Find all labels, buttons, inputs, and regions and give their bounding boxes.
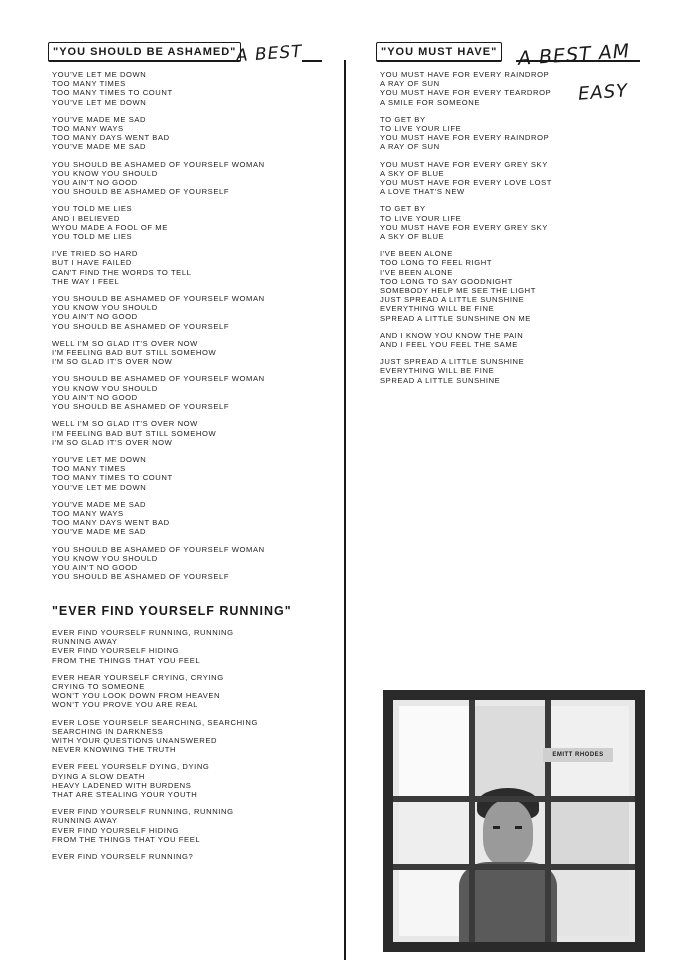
lyric-line: I'VE BEEN ALONE bbox=[380, 249, 453, 259]
lyric-line: TOO MANY DAYS WENT BAD bbox=[52, 518, 170, 528]
lyric-line: RUNNING AWAY bbox=[52, 816, 118, 826]
lyric-line: TOO MANY TIMES TO COUNT bbox=[52, 473, 173, 483]
lyric-line: YOU SHOULD BE ASHAMED OF YOURSELF bbox=[52, 321, 230, 331]
lyric-stanza bbox=[380, 331, 640, 349]
lyric-line: YOU MUST HAVE FOR EVERY RAINDROP bbox=[380, 70, 550, 79]
lyric-line: YOU SHOULD BE ASHAMED OF YOURSELF WOMAN bbox=[52, 544, 265, 554]
song-lyrics bbox=[52, 70, 322, 581]
column-divider bbox=[344, 60, 346, 960]
lyric-line: WON'T YOU PROVE YOU ARE REAL bbox=[52, 700, 199, 710]
lyric-line: FROM THE THINGS THAT YOU FEEL bbox=[52, 834, 201, 844]
lyric-line: YOU MUST HAVE FOR EVERY RAINDROP bbox=[380, 133, 550, 143]
window-mullion bbox=[469, 700, 475, 942]
lyric-line: I'VE TRIED SO HARD bbox=[52, 249, 138, 259]
lyric-line: TOO LONG TO FEEL RIGHT bbox=[380, 258, 493, 268]
lyric-line: AND I KNOW YOU KNOW THE PAIN bbox=[380, 330, 524, 340]
lyric-line: TOO MANY TIMES TO COUNT bbox=[52, 88, 173, 98]
lyric-line: YOU'VE MADE ME SAD bbox=[52, 142, 147, 152]
lyric-line: YOU AIN'T NO GOOD bbox=[52, 312, 138, 322]
lyric-line: EVERYTHING WILL BE FINE bbox=[380, 304, 495, 314]
portrait-eye bbox=[515, 826, 522, 829]
lyric-line: AND I BELIEVED bbox=[52, 213, 120, 223]
lyric-stanza bbox=[52, 294, 322, 331]
lyric-line: CAN'T FIND THE WORDS TO TELL bbox=[52, 267, 192, 277]
lyric-stanza bbox=[52, 807, 322, 844]
lyric-line: TOO MANY DAYS WENT BAD bbox=[52, 133, 170, 143]
lyric-line: HEAVY LADENED WITH BURDENS bbox=[52, 780, 192, 790]
lyric-line: I'M FEELING BAD BUT STILL SOMEHOW bbox=[52, 348, 217, 358]
lyric-line: I'M FEELING BAD BUT STILL SOMEHOW bbox=[52, 428, 217, 438]
lyric-line: SEARCHING IN DARKNESS bbox=[52, 726, 164, 736]
lyric-stanza bbox=[52, 160, 322, 197]
lyric-line: YOU TOLD ME LIES bbox=[52, 232, 133, 242]
lyric-stanza bbox=[380, 160, 640, 197]
lyric-stanza bbox=[52, 70, 322, 107]
lyric-line: A RAY OF SUN bbox=[380, 142, 440, 152]
album-cover-image bbox=[383, 690, 645, 952]
lyric-line: EVER FIND YOURSELF RUNNING, RUNNING bbox=[52, 807, 234, 817]
lyric-line: YOU MUST HAVE FOR EVERY GREY SKY bbox=[380, 222, 548, 232]
lyric-line: WELL I'M SO GLAD IT'S OVER NOW bbox=[52, 419, 198, 429]
lyric-stanza bbox=[380, 249, 640, 323]
lyric-line: YOU TOLD ME LIES bbox=[52, 204, 133, 214]
song-title-ever-find-yourself-running: "EVER FIND YOURSELF RUNNING" bbox=[52, 604, 292, 618]
song-you-should-be-ashamed bbox=[52, 42, 322, 589]
lyric-line: DYING A SLOW DEATH bbox=[52, 771, 145, 781]
lyric-line: EVER FEEL YOURSELF DYING, DYING bbox=[52, 762, 210, 772]
lyric-stanza bbox=[52, 545, 322, 582]
lyric-stanza bbox=[52, 718, 322, 755]
lyric-line: WELL I'M SO GLAD IT'S OVER NOW bbox=[52, 338, 198, 348]
lyric-line: WYOU MADE A FOOL OF ME bbox=[52, 222, 168, 232]
lyric-line: I'M SO GLAD IT'S OVER NOW bbox=[52, 437, 173, 447]
lyric-stanza bbox=[380, 357, 640, 385]
lyric-line: YOU MUST HAVE FOR EVERY TEARDROP bbox=[380, 88, 552, 98]
lyric-line: TO LIVE YOUR LIFE bbox=[380, 213, 462, 223]
lyric-stanza bbox=[52, 762, 322, 799]
lyric-line: CRYING TO SOMEONE bbox=[52, 682, 145, 692]
window-transom bbox=[393, 864, 635, 870]
lyric-stanza bbox=[52, 628, 322, 665]
lyric-line: YOU KNOW YOU SHOULD bbox=[52, 553, 158, 563]
lyric-line: TOO MANY WAYS bbox=[52, 508, 124, 518]
handwritten-note: A BEST bbox=[235, 41, 304, 67]
lyric-line: YOU'VE MADE ME SAD bbox=[52, 499, 147, 509]
lyric-line: EVER HEAR YOURSELF CRYING, CRYING bbox=[52, 672, 224, 682]
lyric-line: TO GET BY bbox=[380, 114, 426, 124]
lyric-line: EVER FIND YOURSELF HIDING bbox=[52, 825, 180, 835]
lyric-line: YOU KNOW YOU SHOULD bbox=[52, 168, 158, 178]
window-mullion bbox=[545, 700, 551, 942]
lyric-stanza bbox=[380, 115, 640, 152]
lyric-line: A LOVE THAT'S NEW bbox=[380, 187, 465, 197]
lyric-line: YOU SHOULD BE ASHAMED OF YOURSELF WOMAN bbox=[52, 294, 265, 304]
lyric-line: JUST SPREAD A LITTLE SUNSHINE bbox=[380, 295, 525, 305]
lyric-line: WON'T YOU LOOK DOWN FROM HEAVEN bbox=[52, 691, 221, 701]
lyric-line: YOU MUST HAVE FOR EVERY GREY SKY bbox=[380, 159, 548, 169]
lyric-line: TO GET BY bbox=[380, 204, 426, 214]
lyric-line: YOU KNOW YOU SHOULD bbox=[52, 383, 158, 393]
lyric-stanza bbox=[380, 204, 640, 241]
lyric-line: TOO LONG TO SAY GOODNIGHT bbox=[380, 276, 513, 286]
lyric-line: YOU'VE LET ME DOWN bbox=[52, 97, 147, 107]
lyric-line: I'VE BEEN ALONE bbox=[380, 267, 453, 277]
lyric-stanza bbox=[52, 419, 322, 447]
lyric-stanza bbox=[52, 500, 322, 537]
lyric-line: THE WAY I FEEL bbox=[52, 276, 120, 286]
lyric-line: EVER FIND YOURSELF HIDING bbox=[52, 646, 180, 656]
lyric-line: YOU AIN'T NO GOOD bbox=[52, 392, 138, 402]
lyric-line: A RAY OF SUN bbox=[380, 79, 440, 89]
lyric-line: A SKY OF BLUE bbox=[380, 168, 445, 178]
lyric-line: TOO MANY WAYS bbox=[52, 124, 124, 134]
lyric-line: YOU'VE MADE ME SAD bbox=[52, 114, 147, 124]
lyric-line: SOMEBODY HELP ME SEE THE LIGHT bbox=[380, 286, 536, 296]
lyric-line: YOU MUST HAVE FOR EVERY LOVE LOST bbox=[380, 178, 552, 188]
lyric-line: A SKY OF BLUE bbox=[380, 232, 445, 242]
lyric-line: YOU KNOW YOU SHOULD bbox=[52, 303, 158, 313]
window-pane bbox=[399, 802, 469, 864]
window-pane bbox=[475, 706, 545, 796]
window-pane bbox=[551, 870, 629, 936]
lyric-line: YOU'VE LET ME DOWN bbox=[52, 482, 147, 492]
lyric-stanza bbox=[52, 673, 322, 710]
lyric-line: EVER FIND YOURSELF RUNNING, RUNNING bbox=[52, 628, 234, 637]
handwritten-note: A BEST AM bbox=[517, 40, 631, 70]
title-rule bbox=[302, 60, 322, 62]
song-title: "YOU MUST HAVE" bbox=[376, 42, 502, 62]
lyric-line: I'M SO GLAD IT'S OVER NOW bbox=[52, 357, 173, 367]
lyric-line: YOU SHOULD BE ASHAMED OF YOURSELF WOMAN bbox=[52, 374, 265, 384]
lyric-stanza bbox=[52, 852, 322, 861]
portrait-face bbox=[483, 800, 533, 866]
handwritten-note-easy: EASY bbox=[577, 80, 629, 105]
lyric-line: WITH YOUR QUESTIONS UNANSWERED bbox=[52, 736, 218, 746]
lyric-line: TOO MANY TIMES bbox=[52, 464, 126, 474]
lyric-line: A SMILE FOR SOMEONE bbox=[380, 97, 481, 107]
lyric-line: THAT ARE STEALING YOUR YOUTH bbox=[52, 790, 198, 800]
lyric-line: YOU'VE LET ME DOWN bbox=[52, 70, 147, 79]
lyric-line: YOU SHOULD BE ASHAMED OF YOURSELF WOMAN bbox=[52, 159, 265, 169]
window-pane bbox=[399, 706, 469, 796]
lyric-line: EVER LOSE YOURSELF SEARCHING, SEARCHING bbox=[52, 717, 258, 727]
lyric-line: SPREAD A LITTLE SUNSHINE ON ME bbox=[380, 313, 531, 323]
lyric-stanza bbox=[52, 204, 322, 241]
lyric-line: BUT I HAVE FAILED bbox=[52, 258, 132, 268]
song-title: "YOU SHOULD BE ASHAMED" bbox=[48, 42, 241, 62]
lyric-line: AND I FEEL YOU FEEL THE SAME bbox=[380, 340, 518, 350]
lyric-line: JUST SPREAD A LITTLE SUNSHINE bbox=[380, 357, 525, 367]
lyric-line: TOO MANY TIMES bbox=[52, 79, 126, 89]
window-pane bbox=[551, 802, 629, 864]
lyric-stanza bbox=[52, 455, 322, 492]
lyric-line: EVERYTHING WILL BE FINE bbox=[380, 366, 495, 376]
lyric-line: NEVER KNOWING THE TRUTH bbox=[52, 745, 177, 755]
window-transom bbox=[393, 796, 635, 802]
lyric-line: SPREAD A LITTLE SUNSHINE bbox=[380, 375, 501, 385]
lyric-line: YOU AIN'T NO GOOD bbox=[52, 178, 138, 188]
lyric-line: TO LIVE YOUR LIFE bbox=[380, 124, 462, 134]
lyric-line: YOU SHOULD BE ASHAMED OF YOURSELF bbox=[52, 572, 230, 582]
lyric-stanza bbox=[52, 374, 322, 411]
lyric-line: FROM THE THINGS THAT YOU FEEL bbox=[52, 655, 201, 665]
lyric-stanza bbox=[52, 115, 322, 152]
album-title-label: EMITT RHODES bbox=[543, 748, 613, 762]
song-lyrics bbox=[380, 70, 640, 385]
song-lyrics-ever-find-yourself-running bbox=[52, 628, 322, 869]
lyric-stanza bbox=[52, 339, 322, 367]
lyric-line: YOU'VE MADE ME SAD bbox=[52, 527, 147, 537]
lyric-line: YOU SHOULD BE ASHAMED OF YOURSELF bbox=[52, 402, 230, 412]
lyric-line: YOU'VE LET ME DOWN bbox=[52, 454, 147, 464]
lyric-line: RUNNING AWAY bbox=[52, 637, 118, 647]
lyric-stanza bbox=[52, 249, 322, 286]
portrait-eye bbox=[493, 826, 500, 829]
lyric-line: YOU AIN'T NO GOOD bbox=[52, 562, 138, 572]
lyric-line: YOU SHOULD BE ASHAMED OF YOURSELF bbox=[52, 187, 230, 197]
lyric-line: EVER FIND YOURSELF RUNNING? bbox=[52, 852, 194, 862]
